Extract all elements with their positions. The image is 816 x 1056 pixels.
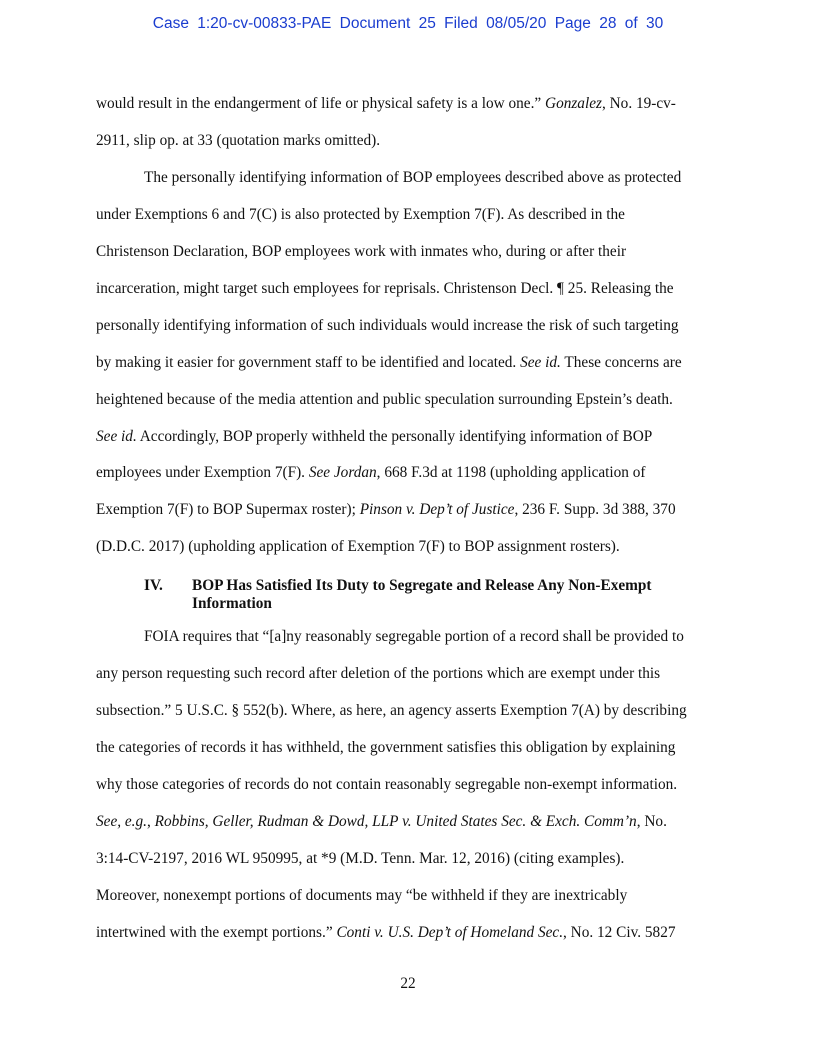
text-span: , 668 F.3d at 1198 (upholding application of — [376, 464, 646, 481]
case-citation: Gonzalez — [545, 95, 602, 112]
case-citation: Conti v. U.S. Dep’t of Homeland Sec. — [336, 924, 564, 941]
p2-line-11: (D.D.C. 2017) (upholding application of Exemption 7(F) to BOP assignment rosters). — [96, 538, 620, 555]
case-citation: See Jordan — [308, 464, 377, 481]
p3-line-3: subsection.” 5 U.S.C. § 552(b). Where, as here, an agency asserts Exemption 7(A) by describing — [96, 702, 687, 719]
text-span: intertwined with the exempt portions.” — [96, 924, 337, 941]
section-heading — [144, 577, 724, 617]
p3-line-5: why those categories of records do not contain reasonably segregable non-exempt information. — [96, 776, 678, 793]
p3-line-7: 3:14-CV-2197, 2016 WL 950995, at *9 (M.D. Tenn. Mar. 12, 2016) (citing examples). — [96, 850, 625, 867]
text-span: by making it easier for government staff to be identified and located. — [96, 354, 521, 371]
citation-signal: See, e.g. — [96, 813, 147, 830]
text-span: would result in the endangerment of life or physical safety is a low one.” — [96, 95, 546, 112]
case-header: Case 1:20-cv-00833-PAE Document 25 Filed 08/05/20 Page 28 of 30 — [152, 15, 664, 32]
p1-line-2: 2911, slip op. at 33 (quotation marks omitted). — [96, 132, 381, 149]
text-span: employees under Exemption 7(F). — [96, 464, 309, 481]
p2-line-5: personally identifying information of such individuals would increase the risk of such targeting — [96, 317, 679, 334]
p2-line-2: under Exemptions 6 and 7(C) is also protected by Exemption 7(F). As described in the — [96, 206, 625, 223]
text-span: , No. — [636, 813, 667, 830]
p2-line-9 — [96, 463, 646, 483]
text-span: Exemption 7(F) to BOP Supermax roster); — [96, 501, 360, 518]
text-span: , No. 19-cv- — [601, 95, 676, 112]
p2-line-7: heightened because of the media attention and public speculation surrounding Epstein’s death. — [96, 391, 673, 408]
text-span: , — [146, 813, 155, 830]
p2-line-1: The personally identifying information of BOP employees described above as protected — [144, 169, 682, 186]
text-span: Accordingly, BOP properly withheld the personally identifying information of BOP — [136, 428, 653, 445]
p3-line-4: the categories of records it has withheld, the government satisfies this obligation by explaining — [96, 739, 676, 756]
p3-line-8: Moreover, nonexempt portions of documents may “be withheld if they are inextricably — [96, 887, 628, 904]
p2-line-3: Christenson Declaration, BOP employees work with inmates who, during or after their — [96, 243, 627, 260]
p2-line-8 — [96, 427, 652, 447]
citation-signal: See id. — [520, 354, 561, 371]
text-span: These concerns are — [560, 354, 682, 371]
text-span: , No. 12 Civ. 5827 — [563, 924, 676, 941]
p3-line-9 — [96, 923, 676, 943]
section-number: IV. — [144, 577, 163, 594]
p2-line-4: incarceration, might target such employees for reprisals. Christenson Decl. ¶ 25. Releasing the — [96, 280, 674, 297]
page-number: 22 — [400, 975, 416, 992]
p1-line-1 — [96, 94, 676, 114]
citation-signal: See id. — [96, 428, 137, 445]
text-span: , 236 F. Supp. 3d 388, 370 — [514, 501, 676, 518]
p3-line-1: FOIA requires that “[a]ny reasonably segregable portion of a record shall be provided to — [144, 628, 684, 645]
p2-line-10 — [96, 500, 676, 520]
p3-line-6 — [96, 812, 667, 832]
case-citation: Robbins, Geller, Rudman & Dowd, LLP v. United States Sec. & Exch. Comm’n — [154, 813, 637, 830]
p2-line-6 — [96, 353, 682, 373]
p3-line-2: any person requesting such record after deletion of the portions which are exempt under this — [96, 665, 661, 682]
section-title: BOP Has Satisfied Its Duty to Segregate and Release Any Non-Exempt Information — [192, 577, 652, 612]
case-citation: Pinson v. Dep’t of Justice — [359, 501, 515, 518]
